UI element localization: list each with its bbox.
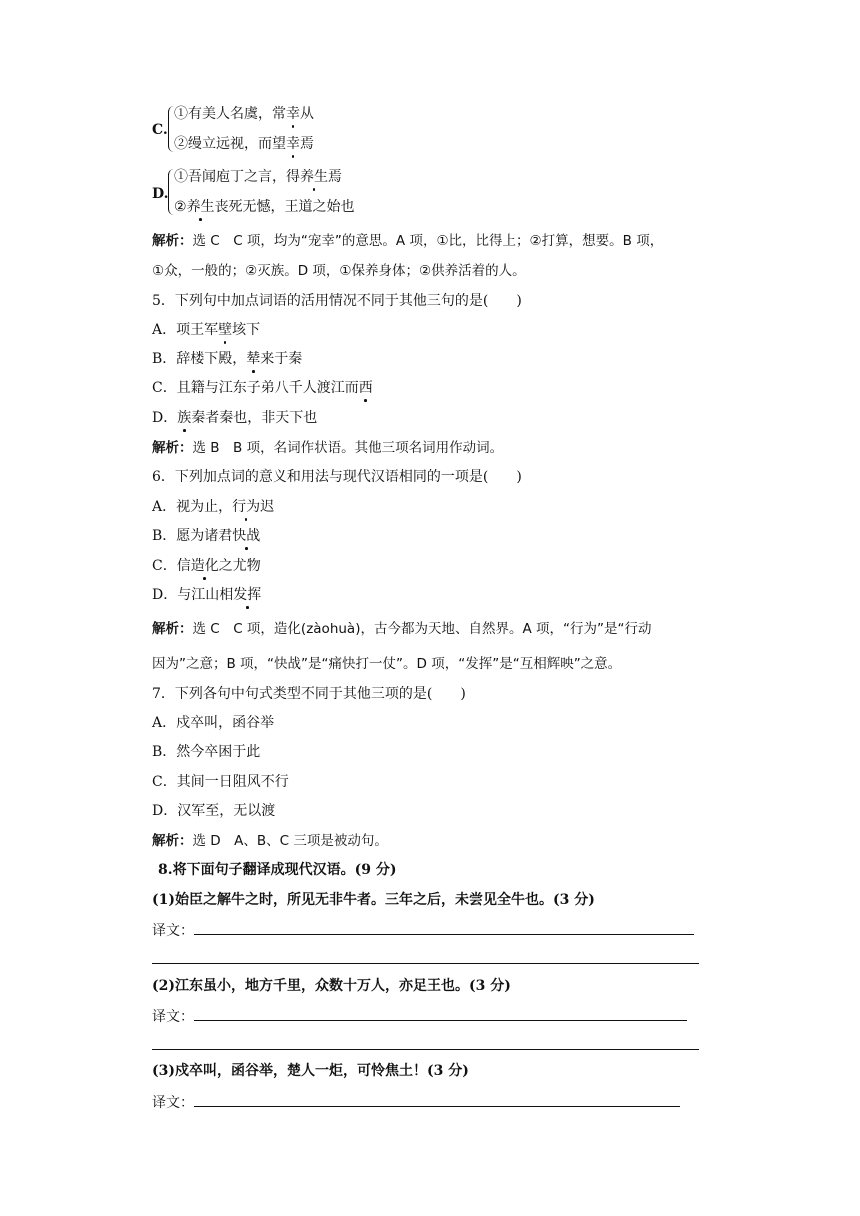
dotted-word: 西 [358, 380, 373, 396]
q4-analysis-line-2: ①众，一般的；②灭族。D 项，①保养身体；②供养活着的人。 [152, 263, 526, 279]
option-c-line-1: ①有美人名虞，常幸从 [174, 106, 314, 122]
q5-option-b: B．辞楼下殿，辇来于秦 [152, 351, 303, 367]
answer-rule[interactable] [152, 963, 699, 964]
q7-option-c: C．其间一日阻风不行 [152, 774, 289, 790]
answer-blank[interactable] [194, 1006, 687, 1021]
dotted-word: 幸 [286, 106, 300, 122]
option-c-line-2: ②缦立远视，而望幸焉 [174, 136, 314, 152]
dotted-word: 行为 [232, 499, 261, 515]
option-d-line-2: ②养生丧死无憾，王道之始也 [174, 199, 355, 215]
q6-stem: 6．下列加点词的意义和用法与现代汉语相同的一项是( ) [152, 469, 522, 485]
translation-field-2[interactable]: 译文： [152, 1006, 687, 1027]
q6-analysis-line-1: 解析：选 C C 项，造化(zàohuà)，古今都为天地、自然界。A 项，“行为”是“行动 [152, 621, 652, 637]
q6-analysis-line-2: 因为”之意；B 项，“快战”是“痛快打一仗”。D 项，“发挥”是“互相辉映”之意。 [152, 656, 622, 672]
q6-option-c: C．信造化之尤物 [152, 558, 261, 574]
q5-option-d: D．族秦者秦也，非天下也 [152, 410, 318, 426]
dotted-word: 壁 [218, 322, 233, 338]
dotted-word: 辇 [246, 351, 261, 367]
dotted-word: 发挥 [233, 587, 262, 603]
dotted-word: 快战 [232, 528, 261, 544]
option-d-line-1: ①吾闻庖丁之言，得养生焉 [174, 169, 342, 185]
q5-option-a: A．项王军壁垓下 [152, 322, 261, 338]
q7-stem: 7．下列各句中句式类型不同于其他三项的是( ) [152, 686, 466, 702]
q7-option-a: A．戍卒叫，函谷举 [152, 715, 275, 731]
q7-option-b: B．然今卒困于此 [152, 744, 261, 760]
q7-option-d: D．汉军至，无以渡 [152, 803, 276, 819]
q5-analysis: 解析：选 B B 项，名词作状语。其他三项名词用作动词。 [152, 440, 504, 456]
q8-sentence-1: (1)始臣之解牛之时，所见无非牛者。三年之后，未尝见全牛也。(3 分) [152, 892, 595, 908]
q6-option-b: B．愿为诸君快战 [152, 528, 261, 544]
q4-analysis-line-1: 解析：选 C C 项，均为“宠幸”的意思。A 项，①比，比得上；②打算，想要。B 项， [152, 233, 664, 249]
q6-option-d: D．与江山相发挥 [152, 587, 262, 603]
translation-field-1[interactable]: 译文： [152, 920, 694, 941]
dotted-word: 养生 [300, 169, 328, 185]
dotted-word: 造化 [190, 558, 219, 574]
q7-analysis: 解析：选 D A、B、C 三项是被动句。 [152, 833, 388, 849]
dotted-word: 养生 [186, 199, 215, 215]
dotted-word: 幸 [286, 136, 300, 152]
q5-option-c: C．且籍与江东子弟八千人渡江而西 [152, 380, 373, 396]
translation-field-3[interactable]: 译文： [152, 1092, 680, 1113]
answer-rule[interactable] [152, 1049, 699, 1050]
option-c-label: C. [152, 122, 168, 138]
q6-option-a: A．视为止，行为迟 [152, 499, 275, 515]
option-d-label: D. [152, 186, 169, 202]
dotted-word: 族 [177, 410, 192, 426]
q5-stem: 5．下列句中加点词语的活用情况不同于其他三句的是( ) [152, 293, 522, 309]
answer-blank[interactable] [194, 920, 694, 935]
q8-sentence-3: (3)戍卒叫，函谷举，楚人一炬，可怜焦土！(3 分) [152, 1063, 469, 1079]
answer-blank[interactable] [194, 1092, 680, 1107]
q8-sentence-2: (2)江东虽小，地方千里，众数十万人，亦足王也。(3 分) [152, 978, 511, 994]
q8-stem: 8.将下面句子翻译成现代汉语。(9 分) [158, 862, 397, 878]
